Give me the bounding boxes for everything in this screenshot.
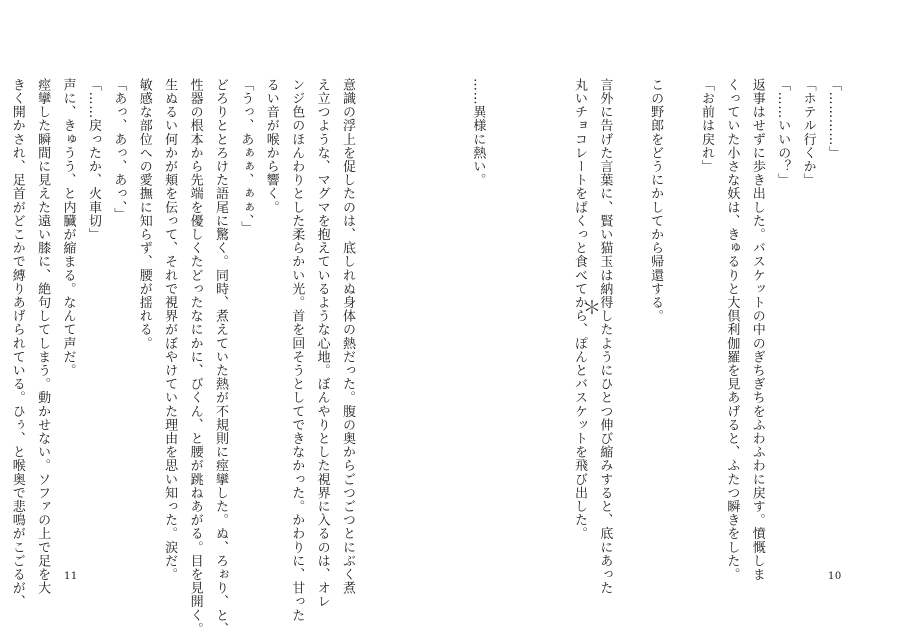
left_page-line: 意識の浮上を促したのは、底しれぬ身体の熱だった。腹の奥からごつごつとにぶく煮 xyxy=(340,78,355,595)
right_page-line xyxy=(516,78,541,560)
left_page-line: るい音が喉から響く。 xyxy=(263,78,279,214)
left_page-line: 敏感な部位への愛撫に知らず、腰が揺れる。 xyxy=(136,78,152,350)
left_page-line xyxy=(0,78,4,560)
left_page-line: 「うっ、あぁぁ、ぁぁ、」 xyxy=(238,78,254,235)
right_page-line xyxy=(541,78,566,560)
right_page-line: 丸いチョコレートをぱくっと食べてから、ぽんとバスケットを飛び出した。 xyxy=(571,78,587,541)
right_page-line: 「……いいの？」 xyxy=(775,78,791,187)
right_page-line: 「…………」 xyxy=(826,78,841,160)
right-page xyxy=(450,0,900,634)
left_page-line: ンジ色のほんわりとした柔らかい光。首を回そうとしてできなかった。かわりに、甘った xyxy=(289,78,305,622)
right_page-line: 「ホテル行くか」 xyxy=(800,78,816,187)
left_page-line: 痙攣した瞬間に見えた遠い膝に、絶句してしまう。動かせない。ソファの上で足を大 xyxy=(35,78,51,595)
right_page-line: ……異様に熱い。 xyxy=(470,78,486,187)
left_page-line: どろりととろけた語尾に驚く。同時、煮えていた熱が不規則に痙攣した。ぬ、ろぉり、と、 xyxy=(212,78,228,636)
right_page-line: 言外に告げた言葉に、賢い猫玉は納得したようにひとつ伸び縮みすると、底にあった xyxy=(597,78,613,595)
left_page-line: 性器の根本から先端を優しくたどったなにかに、びくん、と腰が跳ねあがる。目を見開く。 xyxy=(187,78,203,636)
page-number-left: 11 xyxy=(64,571,78,582)
scene-break-asterisk: ＊ xyxy=(583,298,601,319)
left-page xyxy=(0,0,450,634)
right_page-line: 返事はせずに歩き出した。バスケットの中のぎちぎちをふわふわに戻す。憤慨しま xyxy=(749,78,765,582)
left_page-line: 声に、きゅうう、と内臓が縮まる。なんて声だ。 xyxy=(60,78,76,378)
left_page-line: え立つような、マグマを抱えているような心地。ぼんやりとした視界に入るのは、オレ xyxy=(314,78,330,609)
left_page-line: きく開かされ、足首がどこかで縛りあげられている。ひぅ、と喉奥で悲鳴がこごるが、 xyxy=(9,78,25,609)
right_page-line xyxy=(668,78,693,560)
left_page-line: 「あっ、あっ、あっ、」 xyxy=(111,78,127,222)
right_page-line xyxy=(617,78,642,560)
left_page-line: 「……戻ったか、火車切」 xyxy=(85,78,101,242)
right_page-line: この野郎をどうにかしてから帰還する。 xyxy=(648,78,664,323)
page-number-right: 10 xyxy=(828,571,842,582)
right_page-line: 「お前は戻れ」 xyxy=(698,78,714,174)
right_page-line xyxy=(490,78,515,560)
left_page-line: 生ぬるい何かが頬を伝って、それで視界がぼやけていた理由を思い知った。涙だ。 xyxy=(162,78,178,582)
right_page-line: くっていた小さな妖は、きゅるりと大倶利伽羅を見あげると、ふたつ瞬きをした。 xyxy=(724,78,740,582)
